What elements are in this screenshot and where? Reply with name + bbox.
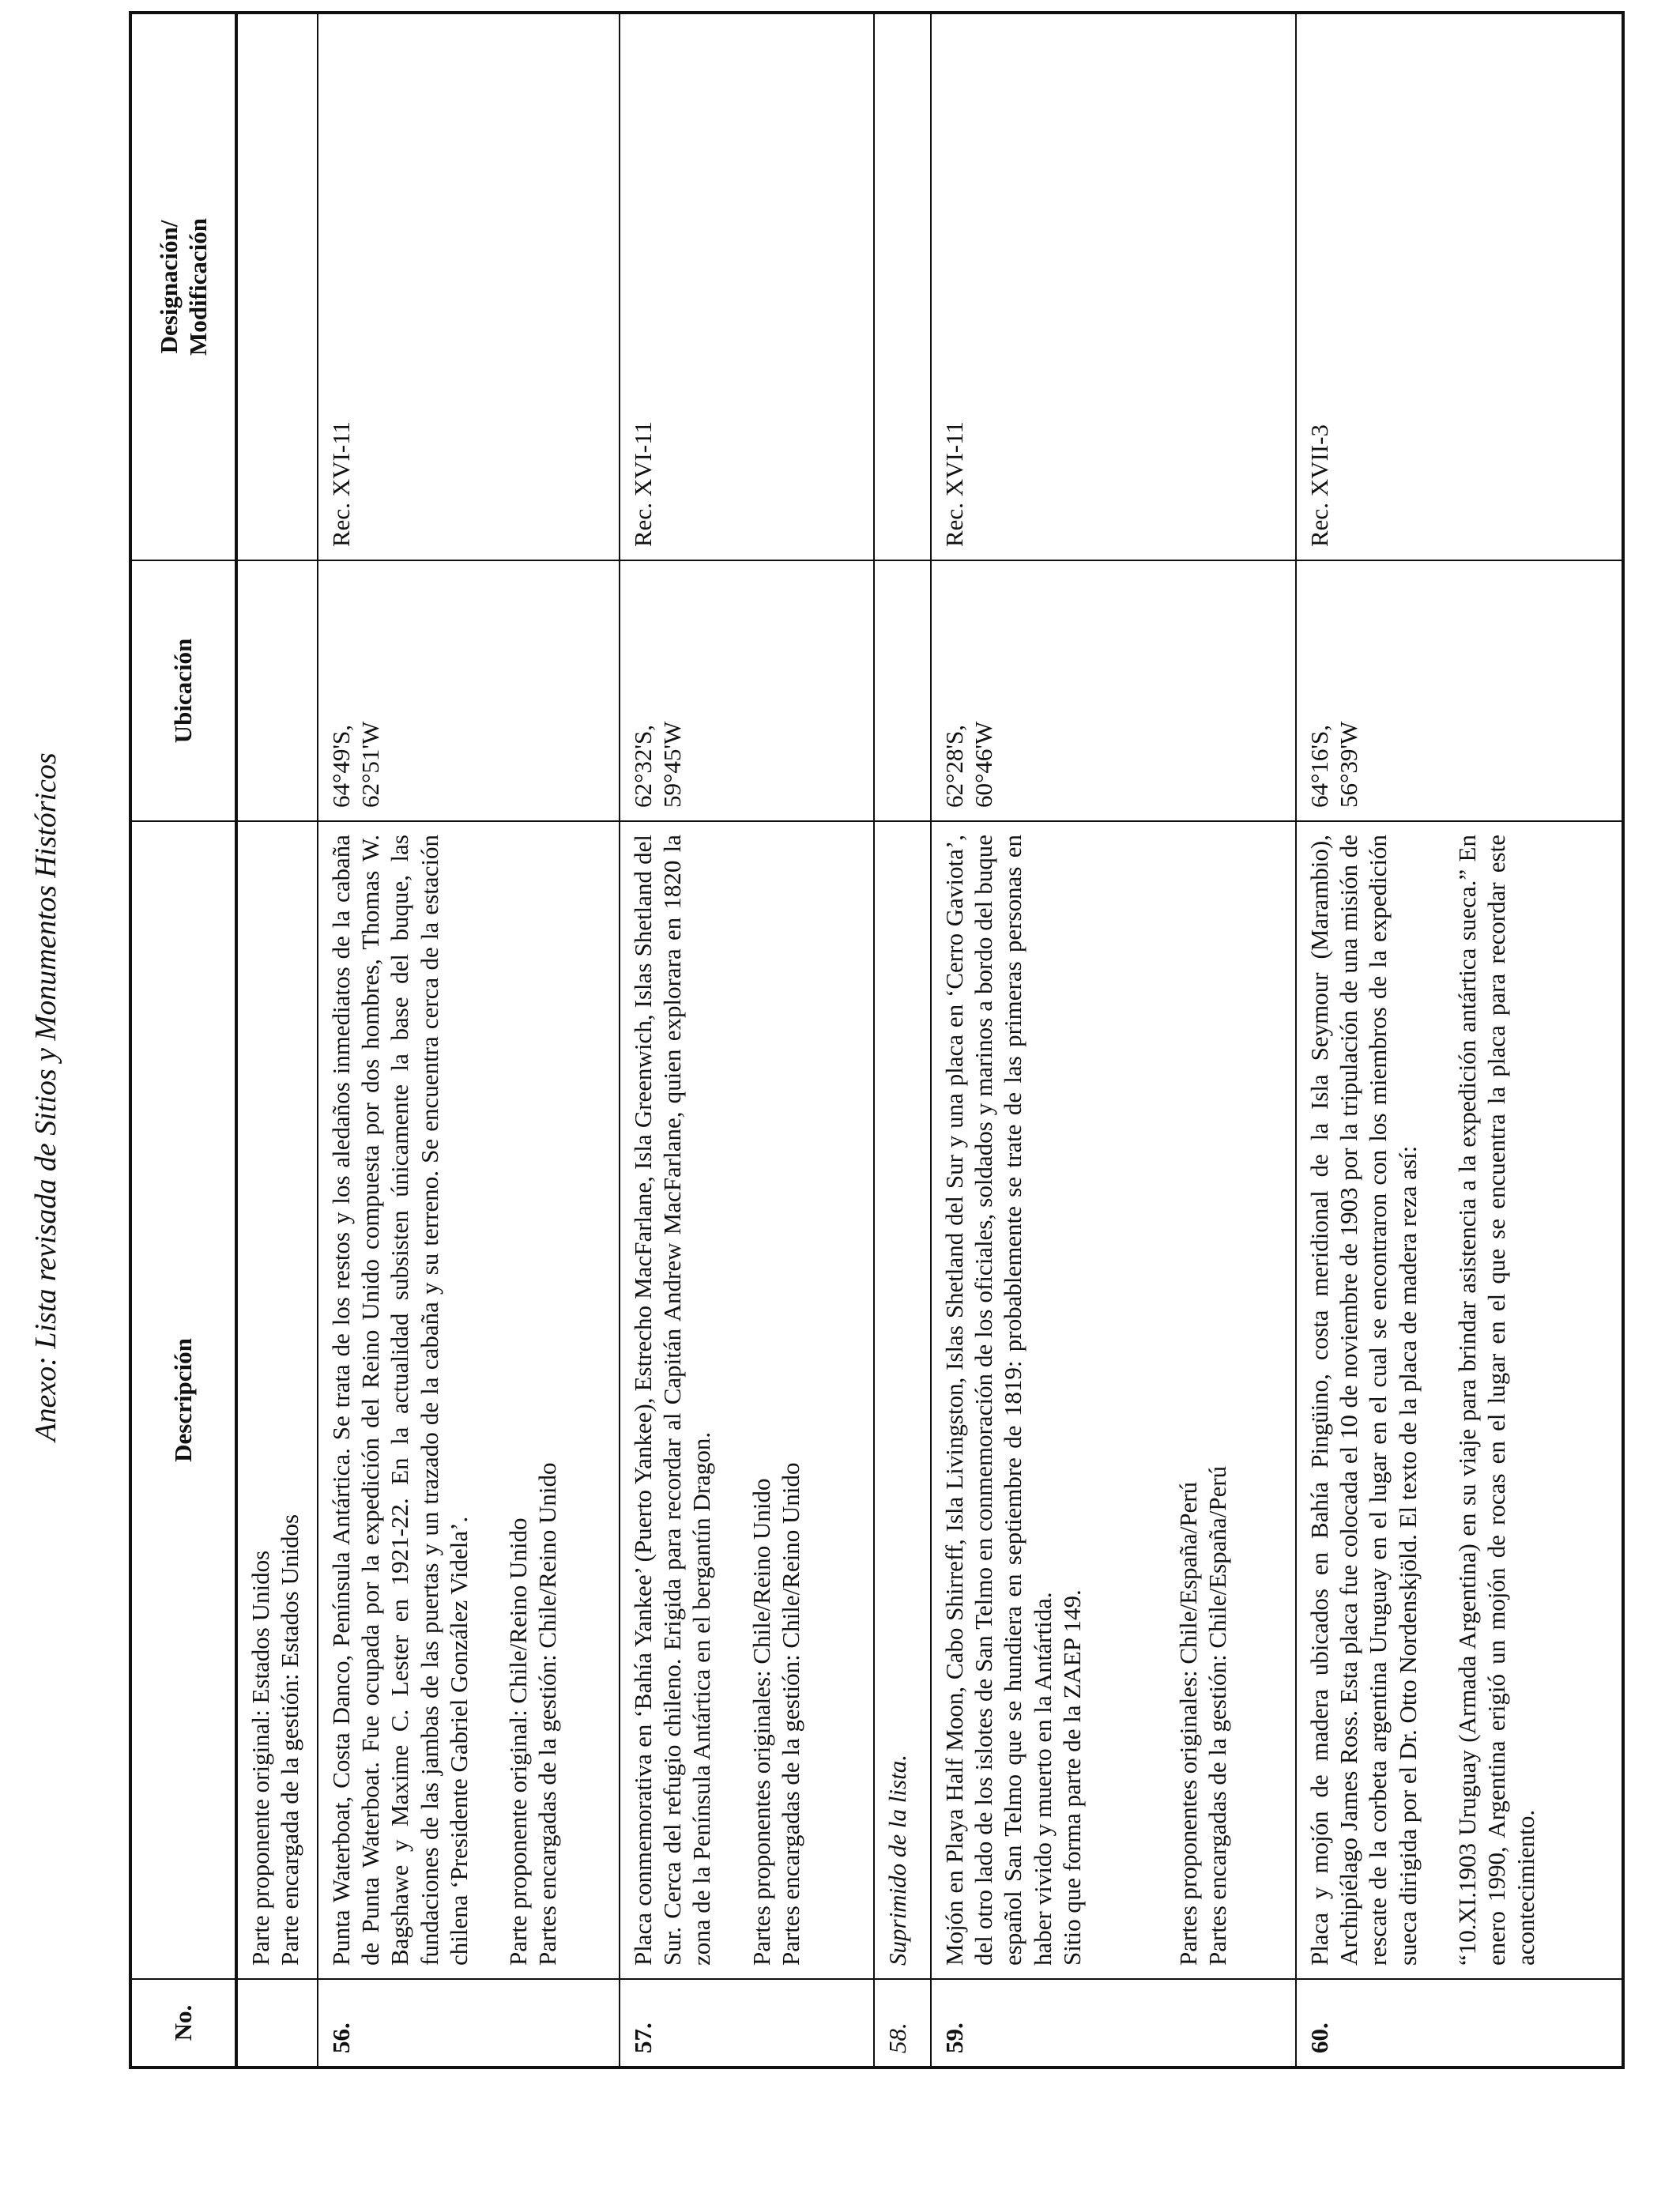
page-header (14, 0, 77, 2194)
site-longitude: 59°45'W (658, 721, 687, 808)
page-header-title: Anexo: Lista revisada de Sitios y Monumentos Históricos (29, 752, 62, 1442)
site-number: 56. (318, 1979, 620, 2068)
parte-encargada: Partes encargadas de la gestión: Chile/España/Perú (1203, 1465, 1232, 1966)
site-description-text: Placa y mojón de madera ubicados en Bahía Pingüino, costa meridional de la Isla Seymour (Marambio), Archipiélago James Ross. Esta placa fue colocada el 10 de noviembre de 1903 por la tripulación de una misión de rescate de la corbeta argentina Uruguay en el lugar en el cual se encontraron con los miembros de la expedición sueca dirigida por el Dr. Otto Nordenskjöld. El texto de la placa de madera reza así: (1305, 835, 1422, 1966)
site-designation: Rec. XVI-11 (318, 13, 620, 560)
parte-encargada: Parte encargada de la gestión: Estados Unidos (276, 1514, 304, 1966)
site-number (236, 1979, 318, 2068)
table-row (1296, 13, 1623, 2068)
site-description-quote: “10.XI.1903 Uruguay (Armada Argentina) en su viaje para brindar asistencia a la expedición antártica sueca.” En enero 1990, Argentina erigió un mojón de rocas en el lugar en el que se encuentra la placa para recordar este acontecimiento. (1452, 835, 1540, 1966)
site-description-text: Mojón en Playa Half Moon, Cabo Shirreff, Isla Livingston, Islas Shetland del Sur y una placa en ‘Cerro Gaviota’, del otro lado de los islotes de San Telmo en conmemoración de los oficiales, soldados y marinos a bordo del buque español San Telmo que se hundiera en septiembre de 1819: probablemente se trate de las primeras personas en haber vivido y muerto en la Antártida. (940, 835, 1057, 1966)
site-number: 59. (931, 1979, 1296, 2068)
table-header-row (130, 13, 236, 2068)
parte-proponente: Partes proponentes originales: Chile/España/Perú (1173, 1481, 1202, 1966)
site-latitude: 64°49'S, (327, 725, 355, 808)
site-description (318, 821, 620, 1979)
parte-proponente: Partes proponentes originales: Chile/Reino Unido (747, 1478, 775, 1966)
site-description (931, 821, 1296, 1979)
site-longitude: 62°51'W (356, 721, 385, 808)
column-header-descripcion: Descripción (130, 821, 236, 1979)
parte-proponente: Parte proponente original: Estados Unidos (247, 1550, 274, 1966)
column-header-ubicacion: Ubicación (130, 560, 236, 821)
site-designation (874, 13, 931, 560)
site-location (931, 560, 1296, 821)
site-description (620, 821, 874, 1979)
site-description-text: Placa conmemorativa en ‘Bahía Yankee’ (Puerto Yankee), Estrecho MacFarlane, Isla Greenwich, Islas Shetland del Sur. Cerca del refugio chileno. Erigida para recordar al Capitán Andrew MacFarlane, quien explorara en 1820 la zona de la Península Antártica en el bergantín Dragon. (629, 835, 716, 1966)
parte-proponente: Parte proponente original: Chile/Reino Unido (503, 1517, 532, 1966)
site-description (1296, 821, 1623, 1979)
table-row (620, 13, 874, 2068)
parte-encargada: Partes encargadas de la gestión: Chile/Reino Unido (533, 1462, 562, 1966)
site-designation: Rec. XVI-11 (931, 13, 1296, 560)
site-description-text: Suprimido de la lista. (883, 1755, 911, 1966)
site-location (236, 560, 318, 821)
site-location (1296, 560, 1623, 821)
site-latitude: 62°32'S, (629, 725, 657, 808)
table-row (318, 13, 620, 2068)
historic-sites-table (129, 11, 1625, 2069)
table-row (236, 13, 318, 2068)
site-longitude: 60°46'W (970, 721, 998, 808)
site-description (236, 821, 318, 1979)
site-location (620, 560, 874, 821)
site-designation (236, 13, 318, 560)
site-number: 58. (874, 1979, 931, 2068)
column-header-designacion-line1: Designación/ (154, 220, 183, 354)
site-number: 60. (1296, 1979, 1623, 2068)
site-designation: Rec. XVI-11 (620, 13, 874, 560)
site-number: 57. (620, 1979, 874, 2068)
column-header-no: No. (130, 1979, 236, 2068)
parte-encargada: Partes encargadas de la gestión: Chile/Reino Unido (776, 1462, 804, 1966)
column-header-designacion (130, 13, 236, 560)
site-designation: Rec. XVII-3 (1296, 13, 1623, 560)
table-row (874, 13, 931, 2068)
column-header-designacion-line2: Modificación (184, 218, 212, 356)
site-latitude: 62°28'S, (940, 725, 968, 808)
site-location (874, 560, 931, 821)
site-description (874, 821, 931, 1979)
site-location (318, 560, 620, 821)
site-latitude: 64°16'S, (1305, 725, 1333, 808)
site-description-note: Sitio que forma parte de la ZAEP 149. (1057, 1589, 1086, 1966)
site-description-text: Punta Waterboat, Costa Danco, Península Antártica. Se trata de los restos y los aledaños inmediatos de la cabaña de Punta Waterboat. Fue ocupada por la expedición del Reino Unido compuesta por dos hombres, Thomas W. Bagshawe y Maxime C. Lester en 1921-22. En la actualidad subsisten únicamente la base del buque, las fundaciones de las jambas de las puertas y un trazado de la cabaña y su terreno. Se encuentra cerca de la estación chilena ‘Presidente Gabriel González Videla’. (327, 835, 473, 1966)
sites-table-container (129, 14, 1625, 2069)
table-row (931, 13, 1296, 2068)
site-longitude: 56°39'W (1335, 721, 1363, 808)
